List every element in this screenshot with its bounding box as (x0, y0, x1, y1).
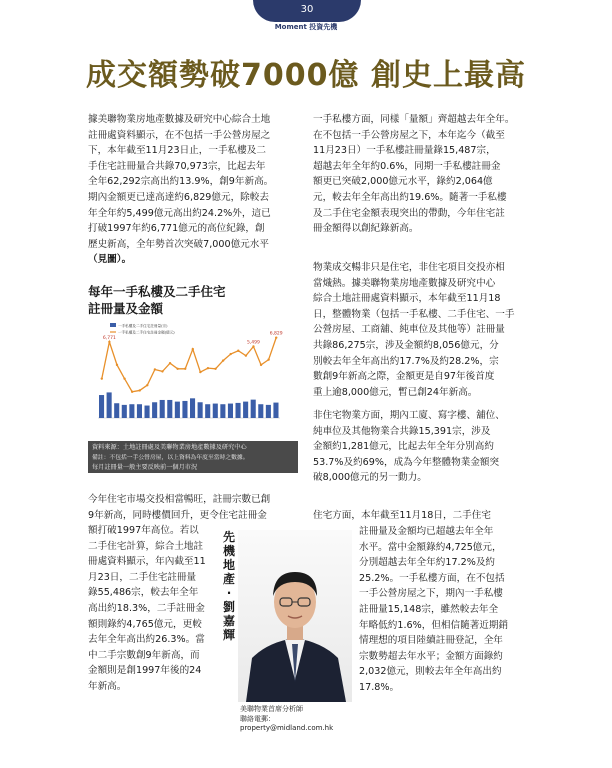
text-line: 別較去年全年高出約17.7%及約28.2%，宗 (313, 355, 499, 367)
bar-mark (273, 403, 278, 418)
text-line: 數創9年新高之際，金額更是自97年後首度 (313, 371, 495, 383)
text-line: 註冊量及金額均已超越去年全年 (359, 526, 494, 537)
right-paragraph-4-narrow (359, 524, 527, 696)
text-line: 冊金額得以創紀錄新高。 (313, 223, 419, 235)
text-line: 在不包括一手公營房屋之下，本年迄今（截至 (313, 129, 505, 141)
amount-point (260, 364, 262, 366)
text-line: 17.8%。 (359, 681, 400, 693)
bar-mark (114, 403, 119, 418)
name-char: 劉 (222, 600, 235, 614)
text-line: 月23日，二手住宅註冊量 (88, 571, 197, 583)
text-line: 2,032億元，則較去年全年高出約 (359, 666, 502, 678)
amount-point (245, 354, 247, 356)
text-line: 冊處資料顯示，年內截至11 (88, 556, 206, 568)
text-line: 註冊量15,148宗，雖然較去年全 (359, 603, 499, 615)
bar-mark (251, 400, 256, 418)
columnist-name-vertical (222, 530, 236, 642)
amount-point (222, 359, 224, 361)
page-number: 30 (253, 0, 361, 22)
text-line: 及二手住宅金額表現突出的帶動，今年住宅註 (313, 207, 505, 219)
text-line: 歷史新高，全年勢首次突破7,000億元水平 (88, 238, 269, 250)
name-char: 產 (222, 572, 235, 586)
right-paragraph-2 (313, 260, 527, 400)
bar-mark (175, 402, 180, 418)
amount-point (116, 364, 118, 366)
text-line: 非住宅物業方面，期內工廈、寫字樓、舖位、 (313, 410, 505, 421)
legend-label-amount: 一手私樓及二手住宅註冊金額(億元) (118, 330, 175, 335)
chart-svg (88, 318, 290, 436)
left-paragraph-2-narrow (88, 523, 222, 695)
bar-mark (266, 405, 271, 418)
text-line: 額打破1997年高位。若以 (88, 525, 199, 536)
text-line: 元，較去年全年高出約19.6%。隨著一手私樓 (313, 191, 507, 203)
text-line: 年全年約5,499億元高出約24.2%外，這已 (88, 207, 271, 219)
amount-point (184, 368, 186, 370)
text-line: 二手住宅計算，綜合土地註 (88, 540, 204, 552)
amount-point (101, 377, 103, 379)
bar-mark (137, 404, 142, 418)
amount-point (169, 362, 171, 364)
amount-point (154, 368, 156, 370)
amount-point (199, 371, 201, 373)
bar-mark (129, 404, 134, 418)
bar-mark (220, 404, 225, 418)
bar-mark (160, 400, 165, 418)
amount-point (267, 358, 269, 360)
text-line: 手住宅註冊量合共錄70,973宗，比起去年 (88, 160, 266, 172)
text-line: 重上逾8,000億元，暫已創24年新高。 (313, 386, 478, 398)
left-paragraph-2-top (88, 492, 300, 523)
page-title: 成交額勢破7000億 創史上最高 (86, 58, 526, 93)
text-line: 金額約1,281億元，比起去年全年分別高約 (313, 441, 494, 453)
text-line: 11月23日）一手私樓註冊量錄15,487宗， (313, 145, 496, 157)
bar-mark (182, 401, 187, 418)
name-char: 先 (222, 530, 235, 544)
amount-point (275, 336, 277, 338)
data-label-this-year: 6,829 (269, 331, 283, 337)
caption-email-label: 聯絡電郵： (240, 714, 275, 723)
bar-mark (213, 404, 218, 418)
bar-mark (205, 404, 210, 418)
bar-mark (228, 404, 233, 418)
bar-mark (243, 402, 248, 418)
bar-mark (122, 405, 127, 418)
text-line: 下，本年截至11月23日止，一手私樓及二 (88, 145, 266, 157)
legend-label-count: 一手私樓及二手住宅註冊量(宗) (118, 324, 168, 328)
source-line: 每月註冊量一般主要反映前一個月市況 (92, 464, 198, 471)
chart-source-note (88, 441, 298, 473)
amount-point (161, 370, 163, 372)
heading-line: 每年一手私樓及二手住宅 (88, 284, 226, 299)
text-line: 註冊處資料顯示，在不包括一手公營房屋之 (88, 129, 271, 141)
bar-mark (167, 400, 172, 418)
amount-point (131, 391, 133, 393)
amount-point (237, 350, 239, 352)
heading-line: 註冊量及金額 (88, 301, 164, 316)
text-line: 錄55,486宗，較去年全年 (88, 587, 199, 599)
amount-point (123, 377, 125, 379)
text-line: 水平。當中金額錄約4,725億元， (359, 541, 502, 553)
portrait-illustration (238, 530, 352, 702)
text-line: 53.7%及約69%，成為今年整體物業金額突 (313, 456, 500, 468)
text-line: 期內金額更已達高達約6,829億元，除較去 (88, 191, 269, 203)
source-line: 資料來源：土地註冊處及美聯物業房地產數據及研究中心 (92, 444, 247, 451)
name-char: 地 (222, 558, 235, 572)
amount-point (230, 353, 232, 355)
text-line: 公營房屋、工商舖、純車位及其他等）註冊量 (313, 324, 505, 336)
text-line: 共錄86,275宗，涉及金額約8,056億元，分 (313, 339, 499, 351)
bar-mark (145, 406, 150, 418)
text-line: 年略低約1.6%，但相信隨著近期銷 (359, 619, 509, 631)
text-line: 破8,000億元的另一動力。 (313, 472, 427, 484)
amount-point (192, 348, 194, 350)
text-line: 純車位及其他物業合共錄15,391宗，涉及 (313, 425, 491, 437)
right-paragraph-4-top (313, 508, 527, 524)
text-line: 一手公營房屋之下，期內一手私樓 (359, 588, 503, 600)
text-line: 全年62,292宗高出約13.9%，創9年新高。 (88, 176, 274, 188)
legend-swatch-count (110, 323, 116, 327)
bar-mark (258, 404, 263, 418)
name-char: 輝 (222, 628, 235, 642)
text-line: 日，整體物業（包括一手私樓、二手住宅、一手 (313, 308, 515, 320)
right-paragraph-1 (313, 112, 527, 237)
columnist-photo (238, 530, 352, 702)
left-paragraph-1 (88, 112, 300, 268)
name-char: 嘉 (222, 614, 235, 628)
text-line: 據美聯物業房地產數據及研究中心綜合土地 (88, 114, 271, 125)
amount-point (108, 341, 110, 343)
bar-mark (99, 395, 104, 418)
text-line: 超越去年全年約0.6%，同期一手私樓註冊金 (313, 160, 501, 172)
text-line: 今年住宅市場交投相當暢旺，註冊宗數已創 (88, 494, 271, 505)
amount-point (252, 345, 254, 347)
text-line: 打破1997年約6,771億元的高位紀錄，創 (88, 223, 265, 235)
text-line: 9年新高，同時樓價回升，更令住宅註冊金 (88, 509, 267, 521)
bar-mark (198, 402, 203, 418)
registration-chart (88, 318, 290, 436)
columnist-caption (240, 705, 370, 734)
text-line: 宗數勢超去年水平；金額方面錄約 (359, 650, 503, 662)
text-line: 額則錄約4,765億元，更較 (88, 618, 202, 630)
text-line: 年新高。 (88, 680, 127, 692)
data-label-1997: 6,771 (102, 335, 116, 341)
amount-point (207, 367, 209, 369)
text-line: 當熾熱。據美聯物業房地產數據及研究中心 (313, 277, 496, 289)
text-line: 中二手宗數創9年新高，而 (88, 649, 200, 661)
bar-mark (236, 403, 241, 418)
source-line: 備註：不包括一手公營房屋，以上資料為年度至當時之數據。 (92, 455, 249, 461)
amount-point (139, 389, 141, 391)
text-line: 高出約18.3%，二手註冊金 (88, 602, 205, 614)
caption-email[interactable]: property@midland.com.hk (240, 724, 334, 732)
text-line: 物業成交暢非只是住宅，非住宅項目交投亦相 (313, 262, 505, 273)
text-line: 額更已突破2,000億元水平，錄約2,064億 (313, 176, 493, 188)
name-char: 機 (222, 544, 235, 558)
text-line: 分別超越去年全年約17.2%及約 (359, 557, 496, 569)
bar-mark (107, 392, 112, 418)
amount-point (214, 368, 216, 370)
data-label-last-year: 5,499 (247, 340, 260, 346)
bar-mark (152, 402, 157, 418)
amount-point (146, 384, 148, 386)
right-paragraph-3 (313, 408, 527, 486)
text-line: 綜合土地註冊處資料顯示，本年截至11月18 (313, 293, 501, 305)
brand-label: Moment 投資先機 (274, 23, 338, 31)
bar-mark (190, 398, 195, 418)
text-line: 一手私樓方面，同樣「量額」齊超越去年全年。 (313, 114, 515, 125)
amount-point (176, 368, 178, 370)
name-char: · (226, 586, 232, 600)
text-line: 情理想的項目陸續註冊登記，全年 (359, 635, 503, 647)
text-line: （見圖）。 (88, 254, 132, 266)
amount-line (102, 338, 276, 392)
text-line: 25.2%。一手私樓方面，在不包括 (359, 572, 505, 584)
text-line: 住宅方面，本年截至11月18日，二手住宅 (313, 510, 491, 521)
chart-heading (88, 283, 288, 317)
text-line: 去年全年高出約26.3%。當 (88, 634, 205, 646)
caption-title: 美聯物業首席分析師 (240, 705, 303, 713)
text-line: 金額則是創1997年後的24 (88, 665, 202, 677)
